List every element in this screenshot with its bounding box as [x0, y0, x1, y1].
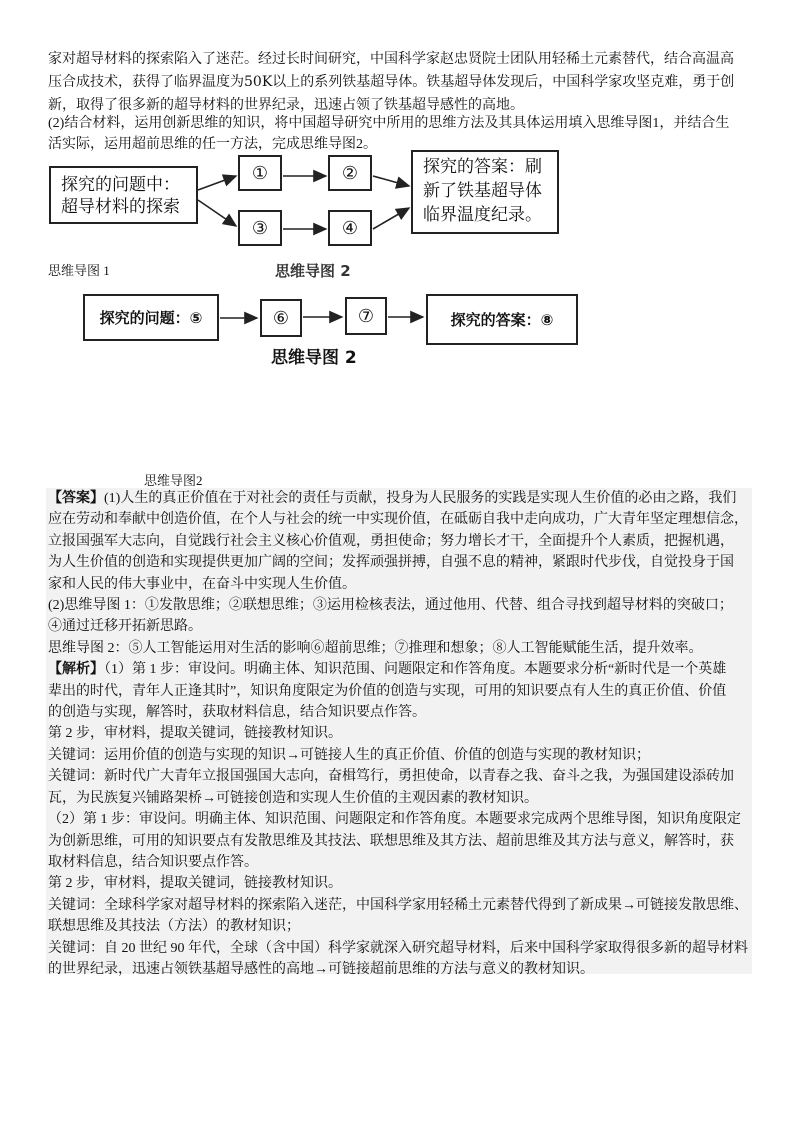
map1-answer-line: ④通过迁移开拓新思路。: [48, 619, 202, 635]
analysis-line: 关键词：自 20 世纪 90 年代，全球（含中国）科学家就深入研究超导材料，后来中国科学家取得很多新的超导材料: [48, 940, 748, 956]
map1-node-2-label: ②: [341, 162, 359, 184]
map2-node-7-label: ⑦: [357, 305, 375, 327]
analysis-line: [48, 659, 750, 680]
answer-line: 家和人民的伟大事业中，在奋斗中实现人生价值。: [48, 576, 356, 592]
map2-answer-label: 探究的答案：⑧: [450, 311, 554, 329]
map1-node-1-label: ①: [251, 162, 269, 184]
map1-answer-line: 临界温度纪录。: [423, 205, 542, 225]
analysis-line: 的创造与实现，解答时，获取材料信息，结合知识要点作答。: [48, 705, 426, 721]
analysis-text: （1）第 1 步：审设问。明确主体、知识范围、问题限定和作答角度。本题要求分析“新时代是一个英雄: [104, 662, 727, 678]
intro-line: 家对超导材料的探索陷入了迷茫。经过长时间研究，中国科学家赵忠贤院士团队用轻稀土元素替代，结合高温高: [48, 51, 734, 67]
answer-section: [46, 488, 752, 977]
map2-caption: 思维导图2: [144, 473, 203, 488]
analysis-line: （2）第 1 步：审设问。明确主体、知识范围、问题限定和作答角度。本题要求完成两个思维导图，知识角度限定: [48, 812, 741, 828]
intro-line: 新，取得了很多新的超导材料的世界纪录，迅速占领了铁基超导感性的高地。: [48, 97, 524, 113]
answer-line: 立报国强军大志向，自觉践行社会主义核心价值观，勇担使命；努力增长才干，全面提升个人素质，把握机遇，: [48, 533, 734, 549]
map1-answer-line: (2)思维导图 1：①发散思维；②联想思维；③运用检核表法，通过他用、代替、组合寻找到超导材料的突破口；: [48, 598, 733, 614]
analysis-line: 第 2 步，审材料，提取关键词，链接教材知识。: [48, 876, 342, 892]
map2-answer-line: 思维导图 2：⑤人工智能运用对生活的影响⑥超前思维；⑦推理和想象；⑧人工智能赋能生活，提升效率。: [48, 640, 703, 656]
map1-node-3-label: ③: [251, 217, 269, 239]
map2-cropped-title: 思维导图 2: [275, 262, 351, 280]
map1-answer-line: 探究的答案：刷: [423, 157, 542, 177]
question-line: (2)结合材料，运用创新思维的知识，将中国超导研究中所用的思维方法及其具体运用填入思维导图1，并结合生: [48, 116, 730, 131]
analysis-line: 瓦，为民族复兴铺路架桥→可链接创造和实现人生价值的主观因素的教材知识。: [48, 790, 538, 806]
map1-answer-line: 新了铁基超导体: [423, 181, 542, 201]
map2-question-label: 探究的问题：⑤: [99, 309, 203, 327]
analysis-line: 关键词：全球科学家对超导材料的探索陷入迷茫，中国科学家用轻稀土元素替代得到了新成果→可链接发散思维、: [48, 897, 748, 913]
answer-tag: 【答案】: [48, 491, 104, 506]
map1-caption: 思维导图 1: [48, 263, 110, 278]
analysis-line: 关键词：运用价值的创造与实现的知识→可链接人生的真正价值、价值的创造与实现的教材知识；: [48, 747, 650, 763]
answer-line: 应在劳动和奉献中创造价值，在个人与社会的统一中实现价值，在砥砺自我中走向成功，广大青年坚定理想信念，: [48, 512, 748, 528]
analysis-line: 辈出的时代，青年人正逢其时”，知识角度限定为价值的创造与实现，可用的知识要点有人生的真正价值、价值: [48, 683, 727, 699]
answer-text: (1)人生的真正价值在于对社会的责任与贡献，投身为人民服务的实践是实现人生价值的必由之路，我们: [104, 491, 737, 506]
map1-node-4-label: ④: [341, 217, 359, 239]
map2-title: 思维导图 2: [271, 348, 357, 368]
analysis-line: 联想思维及其技法（方法）的教材知识；: [48, 919, 300, 935]
analysis-line: 取材料信息，结合知识要点作答。: [48, 854, 258, 870]
analysis-line: 第 2 步，审材料，提取关键词，链接教材知识。: [48, 726, 342, 742]
analysis-line: 的世界纪录，迅速占领铁基超导感性的高地→可链接超前思维的方法与意义的教材知识。: [48, 961, 594, 977]
map2-node-6-label: ⑥: [272, 307, 290, 329]
analysis-tag: 【解析】: [48, 662, 104, 678]
analysis-line: 为创新思维，可用的知识要点有发散思维及其技法、联想思维及其方法、超前思维及其方法与意义，解答时，获: [48, 833, 734, 849]
answer-line: 为人生价值的创造和实现提供更加广阔的空间；发挥顽强拼搏，自强不息的精神，紧跟时代步伐，自觉投身于国: [48, 555, 734, 571]
answer-line: [48, 488, 750, 509]
map1-question-line: 超导材料的探索: [61, 197, 180, 217]
map1-question-line: 探究的问题中：: [61, 175, 180, 195]
analysis-line: 关键词：新时代广大青年立报国强国大志向，奋楫笃行，勇担使命，以青春之我、奋斗之我，为强国建设添砖加: [48, 769, 734, 785]
question-line: 活实际，运用超前思维的任一方法，完成思维导图2。: [48, 137, 377, 152]
intro-line: 压合成技术，获得了临界温度为50K以上的系列铁基超导体。铁基超导体发现后，中国科学家攻坚克难，勇于创: [48, 74, 735, 90]
